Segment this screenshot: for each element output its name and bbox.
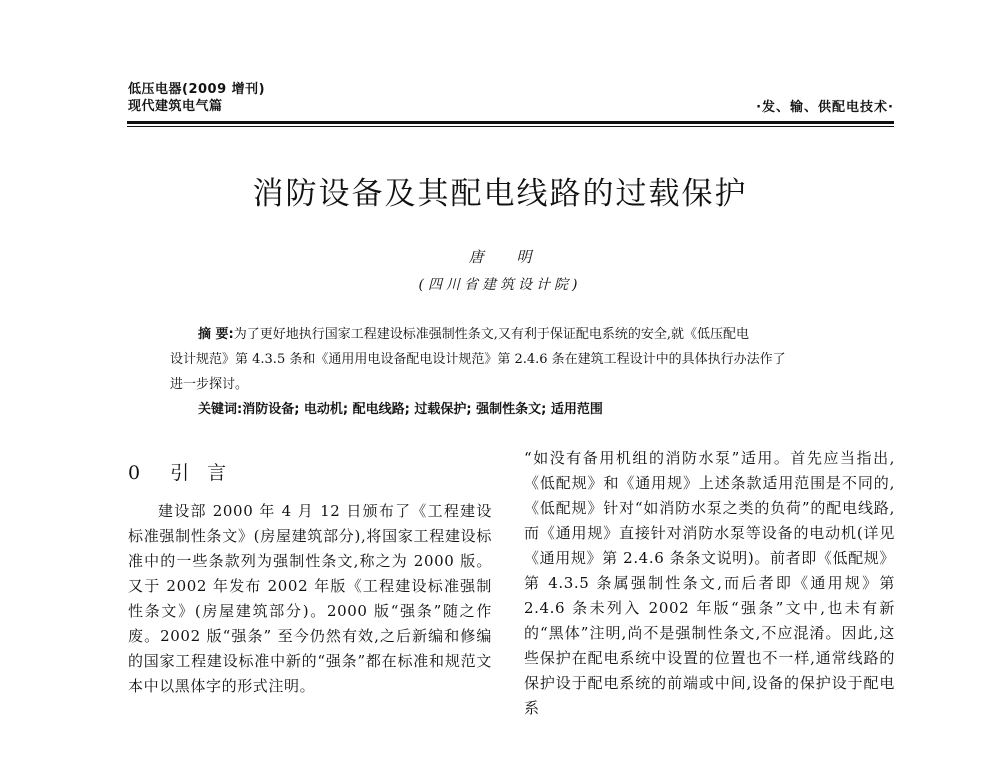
right-paragraph: “如没有备用机组的消防水泵”适用。首先应当指出,《低配规》和《通用规》上述条款适用范围是不同的,《低配规》针对“如消防水泵之类的负荷”的配电线路,而《通用规》直接针对消防水泵等设备的电动机(详见《通用规》第 2.4.6 条条文说明)。前者即《低配规》第 4.3.5 条属强制性条文,而后者即《通用规》第 2.4.6 条未列入 2002 年版“强条”文中,也未有新的“黑体”注明,尚不是强制性条文,不应混淆。因此,这些保护在配电系统中设置的位置也不一样,通常线路的保护设于配电系统的前端或中间,设备的保护设于配电系 [524,449,895,717]
header-rule-thin [127,126,894,127]
abstract-line-1 [170,322,870,347]
keywords-line [170,397,870,422]
section-tag: ·发、输、供配电技术· [756,100,894,115]
intro-paragraph: 建设部 2000 年 4 月 12 日颁布了《工程建设标准强制性条文》(房屋建筑部分),将国家工程建设标准中的一些条款列为强制性条文,称之为 2000 版。又于 2002 年发布 2002 年版《工程建设标准强制性条文》(房屋建筑部分)。2000 版“强条”随之作废。2002 版“强条” 至今仍然有效,之后新编和修编的国家工程建设标准中新的“强条”都在标准和规范文本中以黑体字的形式注明。 [128,502,492,695]
section-heading [128,458,256,485]
header-rule-thick [127,121,894,124]
journal-header [128,81,265,115]
keywords-label: 关键词: [198,402,243,417]
article-title: 消防设备及其配电线路的过载保护 [252,176,748,212]
right-column [524,446,895,721]
abstract-text-2: 设计规范》第 4.3.5 条和《通用用电设备配电设计规范》第 2.4.6 条在建筑工程设计中的具体执行办法作了 [170,352,786,367]
abstract-block [170,322,870,422]
journal-subtitle: 现代建筑电气篇 [128,99,223,114]
section-number: 0 [128,462,147,484]
journal-name: 低压电器(2009 增刊) [128,82,266,97]
abstract-text-1: 为了更好地执行国家工程建设标准强制性条文,又有利于保证配电系统的安全,就《低压配电 [233,327,749,342]
abstract-label: 摘 要: [198,327,234,342]
author-name: 唐 明 [468,248,546,266]
left-column [128,499,492,699]
author-affiliation: (四川省建筑设计院) [418,277,582,293]
section-title: 引 言 [170,462,233,484]
keywords-list: 消防设备; 电动机; 配电线路; 过载保护; 强制性条文; 适用范围 [242,402,603,417]
abstract-text-3: 进一步探讨。 [170,377,249,392]
